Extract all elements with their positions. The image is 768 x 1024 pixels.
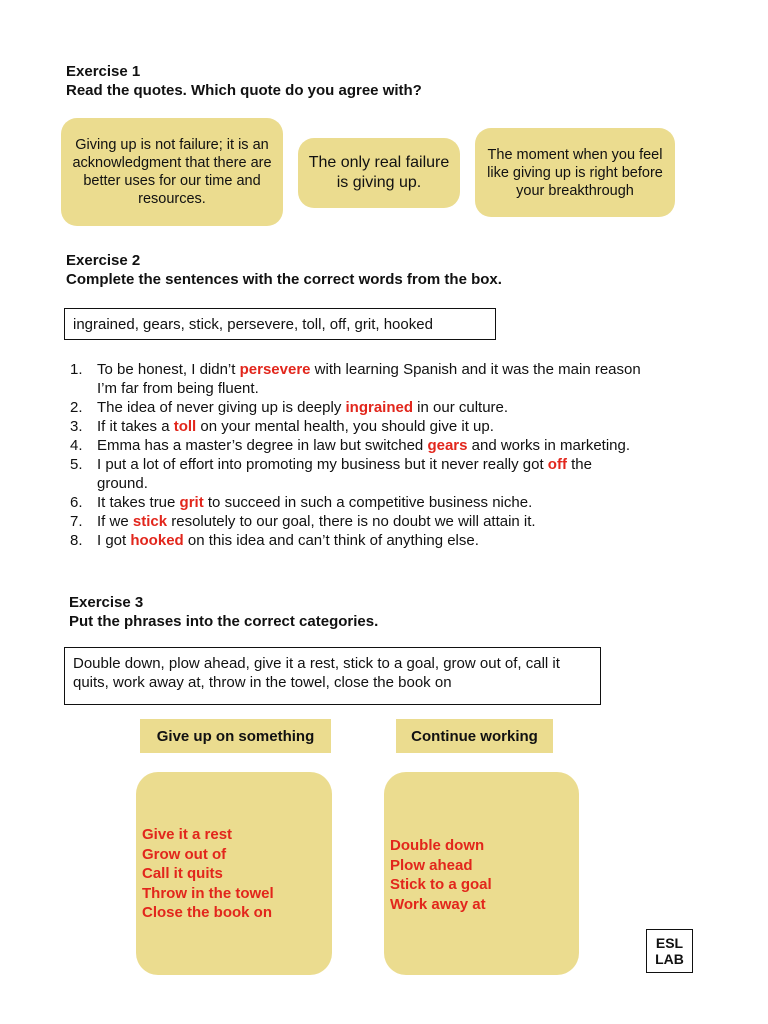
sentence-after: to succeed in such a competitive business niche. bbox=[203, 494, 533, 511]
sentence-before: Emma has a master’s degree in law but switched bbox=[97, 437, 428, 454]
phrase-box: Double down, plow ahead, give it a rest, stick to a goal, grow out of, call it quits, work away at, throw in the towel, close the book on bbox=[64, 647, 601, 705]
sentence-number: 5. bbox=[70, 456, 83, 473]
sentence-after: on your mental health, you should give it up. bbox=[196, 418, 494, 435]
exercise3-title: Exercise 3 bbox=[69, 594, 144, 611]
category-box-give-up bbox=[136, 772, 332, 975]
logo-line-2: LAB bbox=[655, 951, 684, 967]
answer-word: persevere bbox=[239, 361, 311, 378]
sentence-after: in our culture. bbox=[413, 399, 509, 416]
sentence-item bbox=[66, 512, 646, 531]
word-box: ingrained, gears, stick, persevere, toll, off, grit, hooked bbox=[64, 308, 496, 340]
sentence-number: 3. bbox=[70, 418, 83, 435]
sentence-number: 2. bbox=[70, 399, 83, 416]
sentence-item bbox=[66, 455, 646, 493]
logo-line-1: ESL bbox=[655, 935, 684, 951]
category-item: Plow ahead bbox=[390, 856, 473, 874]
category-item: Stick to a goal bbox=[390, 876, 492, 893]
sentence-item bbox=[66, 531, 646, 550]
sentence-before: To be honest, I didn’t bbox=[97, 361, 240, 378]
quote-text-1: Giving up is not failure; it is an acknowledgment that there are better uses for our time and resources. bbox=[72, 137, 272, 207]
answer-word: grit bbox=[179, 494, 204, 511]
category-item: Throw in the towel bbox=[142, 884, 274, 902]
quote-card-3 bbox=[475, 128, 675, 217]
answer-word: hooked bbox=[130, 532, 184, 549]
category-item: Give it a rest bbox=[142, 826, 233, 843]
answer-word: toll bbox=[173, 418, 197, 435]
esl-lab-logo bbox=[646, 929, 693, 973]
answer-word: off bbox=[547, 456, 567, 473]
sentence-item bbox=[66, 417, 646, 436]
sentence-number: 1. bbox=[70, 361, 83, 378]
sentence-item bbox=[66, 360, 646, 398]
sentence-number: 6. bbox=[70, 494, 83, 511]
category-item: Double down bbox=[390, 837, 485, 854]
sentence-before: It takes true bbox=[97, 494, 180, 511]
exercise1-title: Exercise 1 bbox=[66, 63, 141, 80]
sentence-before: The idea of never giving up is deeply bbox=[97, 399, 346, 416]
exercise2-title: Exercise 2 bbox=[66, 252, 141, 269]
sentence-number: 4. bbox=[70, 437, 83, 454]
sentence-before: If we bbox=[97, 513, 133, 530]
exercise1-instruction: Read the quotes. Which quote do you agree with? bbox=[66, 82, 422, 99]
sentence-after: and works in marketing. bbox=[467, 437, 631, 454]
sentence-before: If it takes a bbox=[97, 418, 174, 435]
category-item: Work away at bbox=[390, 895, 486, 913]
category-item: Close the book on bbox=[142, 904, 273, 921]
answer-word: stick bbox=[132, 513, 168, 530]
sentence-after: with learning Spanish and it was the main reason I’m far from being fluent. bbox=[97, 361, 641, 397]
answer-word: gears bbox=[427, 437, 468, 454]
sentence-before: I got bbox=[97, 532, 131, 549]
quote-text-3: The moment when you feel like giving up is right before your breakthrough bbox=[487, 146, 663, 199]
quote-text-2: The only real failure is giving up. bbox=[308, 154, 450, 191]
quote-card-2 bbox=[298, 138, 460, 208]
sentence-item bbox=[66, 398, 646, 417]
exercise2-instruction: Complete the sentences with the correct words from the box. bbox=[66, 271, 502, 288]
sentence-number: 8. bbox=[70, 532, 83, 549]
category-item: Call it quits bbox=[142, 865, 223, 882]
sentence-after: resolutely to our goal, there is no doubt we will attain it. bbox=[167, 513, 536, 530]
sentence-item bbox=[66, 436, 646, 455]
answer-word: ingrained bbox=[345, 399, 414, 416]
sentence-item bbox=[66, 493, 646, 512]
quote-card-1 bbox=[61, 118, 283, 226]
category-label-continue: Continue working bbox=[396, 719, 553, 753]
sentence-after: the ground. bbox=[97, 456, 592, 492]
exercise3-instruction: Put the phrases into the correct categories. bbox=[69, 613, 379, 630]
category-box-continue bbox=[384, 772, 579, 975]
category-label-give-up: Give up on something bbox=[140, 719, 331, 753]
category-item: Grow out of bbox=[142, 845, 227, 863]
sentence-before: I put a lot of effort into promoting my business but it never really got bbox=[97, 456, 548, 473]
sentence-after: on this idea and can’t think of anything else. bbox=[183, 532, 479, 549]
sentence-list bbox=[66, 360, 646, 550]
sentence-number: 7. bbox=[70, 513, 83, 530]
